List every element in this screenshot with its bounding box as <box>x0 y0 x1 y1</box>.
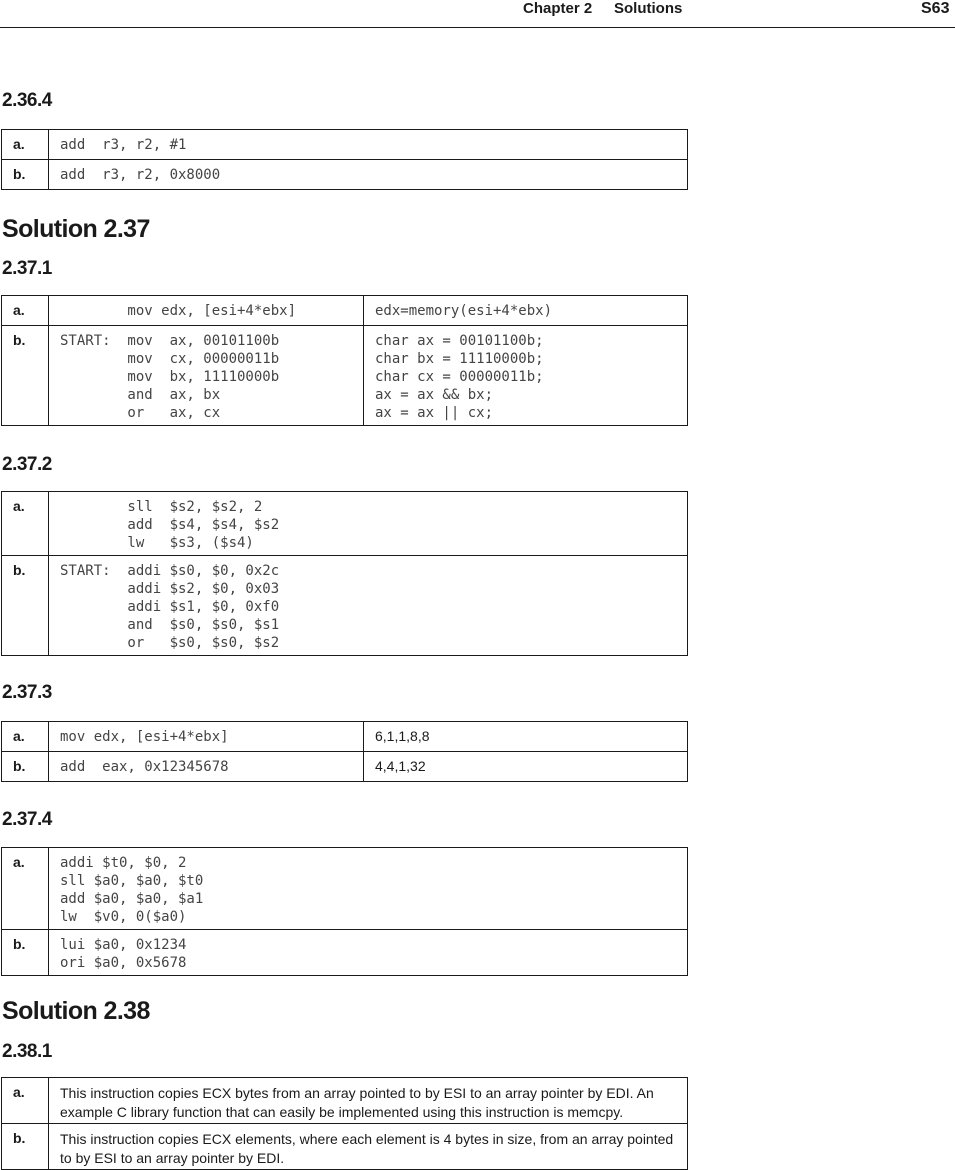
subsection-heading-2-37-3: 2.37.3 <box>2 682 52 703</box>
table-row <box>2 296 688 326</box>
table-row <box>2 1078 688 1124</box>
code-text: add r3, r2, #1 <box>60 137 187 153</box>
row-label: a. <box>2 492 49 556</box>
row-label: b. <box>2 1124 49 1170</box>
code-text: add eax, 0x12345678 <box>60 759 229 775</box>
code-text: mov edx, [esi+4*ebx] <box>60 303 297 319</box>
text-cell <box>49 1124 688 1170</box>
answer-text: This instruction copies ECX elements, where each element is 4 bytes in size, from an array pointed to by ESI to an array pointer by EDI. <box>60 1131 674 1166</box>
answer-text: This instruction copies ECX bytes from an array pointed to by ESI to an array pointer by EDI. An example C library function that can easily be implemented using this instruction is memcpy. <box>60 1085 654 1120</box>
code-cell <box>49 130 688 160</box>
code-text: mov edx, [esi+4*ebx] <box>60 729 229 745</box>
code-cell <box>49 930 688 976</box>
code-cell <box>49 752 364 782</box>
table-2-38-1 <box>1 1077 688 1170</box>
c-code-text: char ax = 00101100b; char bx = 11110000b; char cx = 00000011b; ax = ax && bx; ax = ax || cx; <box>375 333 544 421</box>
row-label: b. <box>2 930 49 976</box>
code-text: sll $s2, $s2, 2 add $s4, $s4, $s2 lw $s3, ($s4) <box>127 499 280 551</box>
table-row <box>2 1124 688 1170</box>
code-cell <box>49 492 688 556</box>
row-label: b. <box>2 556 49 656</box>
c-code-cell <box>364 296 688 326</box>
row-label: b. <box>2 752 49 782</box>
code-text: lui $a0, 0x1234 ori $a0, 0x5678 <box>60 937 187 971</box>
row-label: a. <box>2 722 49 752</box>
solution-heading-2-38: Solution 2.38 <box>2 997 150 1025</box>
c-code-text: edx=memory(esi+4*ebx) <box>375 303 553 319</box>
row-label: b. <box>2 326 49 426</box>
table-row <box>2 130 688 160</box>
chapter-title: Solutions <box>614 0 683 17</box>
code-text: START: addi $s0, $0, 0x2c addi $s2, $0, 0x03 addi $s1, $0, 0xf0 and $s0, $s0, $s1 or $s0, $s0, $s2 <box>60 563 280 651</box>
row-label: a. <box>2 1078 49 1124</box>
table-row <box>2 930 688 976</box>
value-text: 4,4,1,32 <box>375 758 426 774</box>
row-label: b. <box>2 160 49 190</box>
table-row <box>2 326 688 426</box>
subsection-heading-2-36-4: 2.36.4 <box>2 90 52 111</box>
subsection-heading-2-38-1: 2.38.1 <box>2 1041 52 1062</box>
table-2-36-4 <box>1 129 688 190</box>
value-cell <box>364 752 688 782</box>
page-number: S63 <box>921 0 950 17</box>
table-2-37-1 <box>1 295 688 426</box>
code-cell <box>49 556 688 656</box>
table-row <box>2 160 688 190</box>
subsection-heading-2-37-1: 2.37.1 <box>2 258 52 279</box>
c-code-cell <box>364 326 688 426</box>
subsection-heading-2-37-4: 2.37.4 <box>2 809 52 830</box>
row-label: a. <box>2 130 49 160</box>
table-row <box>2 492 688 556</box>
row-label: a. <box>2 296 49 326</box>
value-text: 6,1,1,8,8 <box>375 728 430 744</box>
table-2-37-2 <box>1 491 688 656</box>
chapter-label: Chapter 2 <box>523 0 593 17</box>
code-cell <box>49 296 364 326</box>
code-text: add r3, r2, 0x8000 <box>60 167 221 183</box>
text-cell <box>49 1078 688 1124</box>
table-row <box>2 556 688 656</box>
solution-heading-2-37: Solution 2.37 <box>2 215 150 243</box>
code-text: addi $t0, $0, 2 sll $a0, $a0, $t0 add $a0, $a0, $a1 lw $v0, 0($a0) <box>60 855 204 925</box>
value-cell <box>364 722 688 752</box>
table-row <box>2 752 688 782</box>
row-label: a. <box>2 848 49 930</box>
code-cell <box>49 848 688 930</box>
code-cell <box>49 722 364 752</box>
table-2-37-4 <box>1 847 688 976</box>
code-text: START: mov ax, 00101100b mov cx, 00000011b mov bx, 11110000b and ax, bx or ax, cx <box>60 333 280 421</box>
table-2-37-3 <box>1 721 688 782</box>
table-row <box>2 722 688 752</box>
subsection-heading-2-37-2: 2.37.2 <box>2 454 52 475</box>
code-cell <box>49 326 364 426</box>
code-cell <box>49 160 688 190</box>
page-header <box>0 0 955 28</box>
table-row <box>2 848 688 930</box>
